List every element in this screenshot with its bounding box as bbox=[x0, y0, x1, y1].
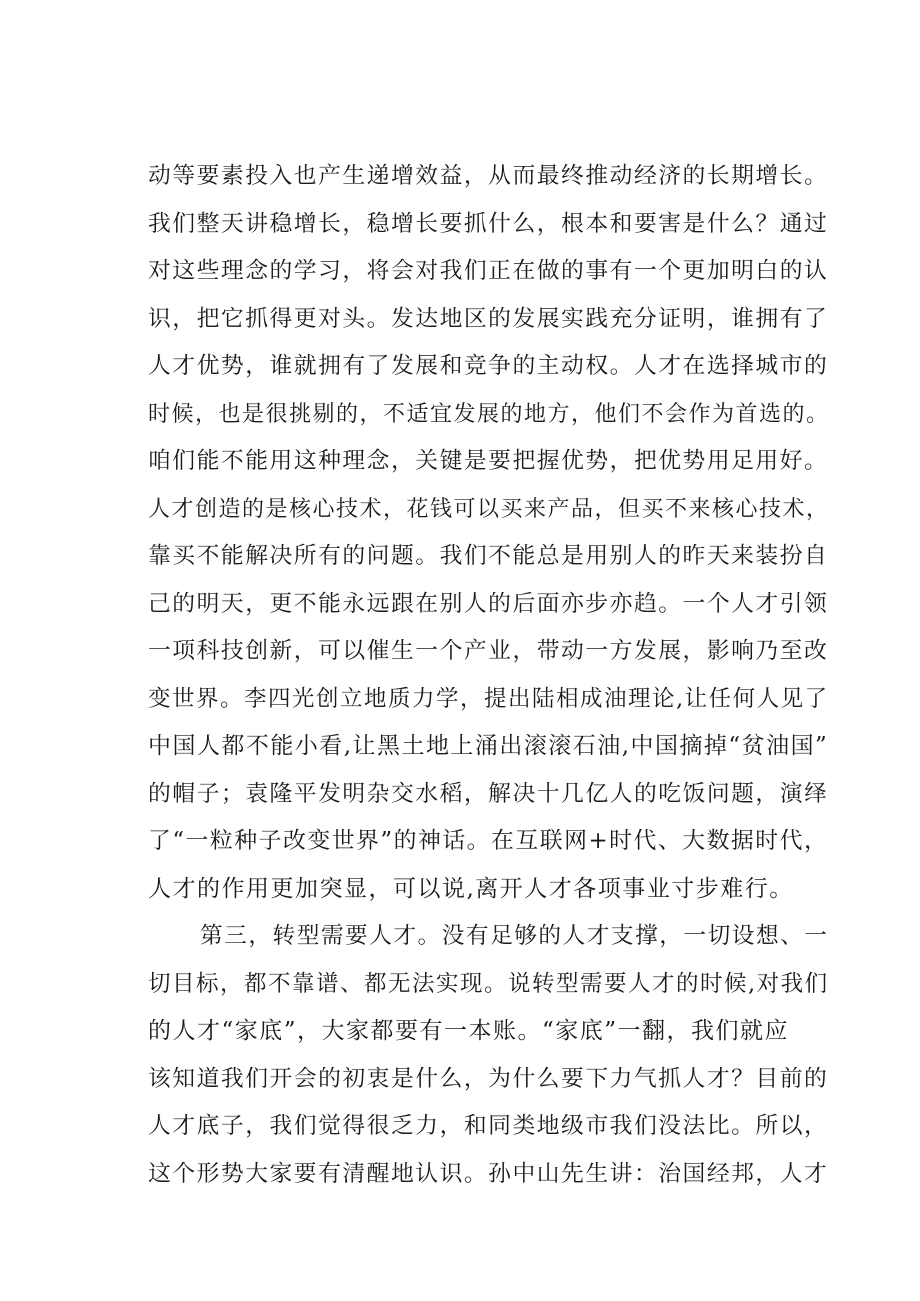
text-line: 了“一粒种子改变世界”的神话。在互联网+时代、大数据时代， bbox=[148, 828, 829, 854]
text-line: 人才优势，谁就拥有了发展和竞争的主动权。人才在选择城市的 bbox=[148, 353, 829, 379]
text-line: 己的明天，更不能永远跟在别人的后面亦步亦趋。一个人才引领 bbox=[148, 590, 829, 617]
text-line: 这个形势大家要有清醒地认识。孙中山先生讲：治国经邦，人才 bbox=[148, 1160, 829, 1187]
text-line: 的帽子；袁隆平发明杂交水稻，解决十几亿人的吃饭问题，演绎 bbox=[148, 780, 829, 807]
text-line: 切目标，都不靠谱、都无法实现。说转型需要人才的时候,对我们 bbox=[148, 970, 829, 997]
text-line: 对这些理念的学习，将会对我们正在做的事有一个更加明白的认 bbox=[148, 258, 829, 284]
text-line: 动等要素投入也产生递增效益，从而最终推动经济的长期增长。 bbox=[148, 163, 829, 189]
text-line: 中国人都不能小看,让黑土地上涌出滚滚石油,中国摘掉“贫油国” bbox=[148, 733, 829, 759]
text-line: 靠买不能解决所有的问题。我们不能总是用别人的昨天来装扮自 bbox=[148, 543, 829, 569]
text-line: 我们整天讲稳增长，稳增长要抓什么，根本和要害是什么？通过 bbox=[148, 210, 829, 237]
text-line: 人才的作用更加突显，可以说,离开人才各项事业寸步难行。 bbox=[148, 875, 794, 902]
text-line: 咱们能不能用这种理念，关键是要把握优势，把优势用足用好。 bbox=[148, 448, 829, 474]
paragraph-start-line: 第三，转型需要人才。没有足够的人才支撑，一切设想、一 bbox=[200, 923, 829, 949]
text-line: 人才创造的是核心技术，花钱可以买来产品，但买不来核心技术， bbox=[148, 496, 830, 522]
text-line: 识，把它抓得更对头。发达地区的发展实践充分证明，谁拥有了 bbox=[148, 305, 829, 332]
text-line: 一项科技创新，可以催生一个产业，带动一方发展，影响乃至改 bbox=[148, 638, 829, 664]
body-text bbox=[148, 153, 828, 1198]
text-line: 的人才“家底”，大家都要有一本账。“家底”一翻，我们就应 bbox=[148, 1018, 790, 1044]
text-line: 人才底子，我们觉得很乏力，和同类地级市我们没法比。所以， bbox=[148, 1113, 829, 1139]
text-line: 变世界。李四光创立地质力学，提出陆相成油理论,让任何人见了 bbox=[148, 685, 829, 712]
text-line: 时候，也是很挑剔的，不适宜发展的地方，他们不会作为首选的。 bbox=[148, 401, 830, 427]
text-line: 该知道我们开会的初衷是什么，为什么要下力气抓人才？目前的 bbox=[148, 1065, 829, 1092]
